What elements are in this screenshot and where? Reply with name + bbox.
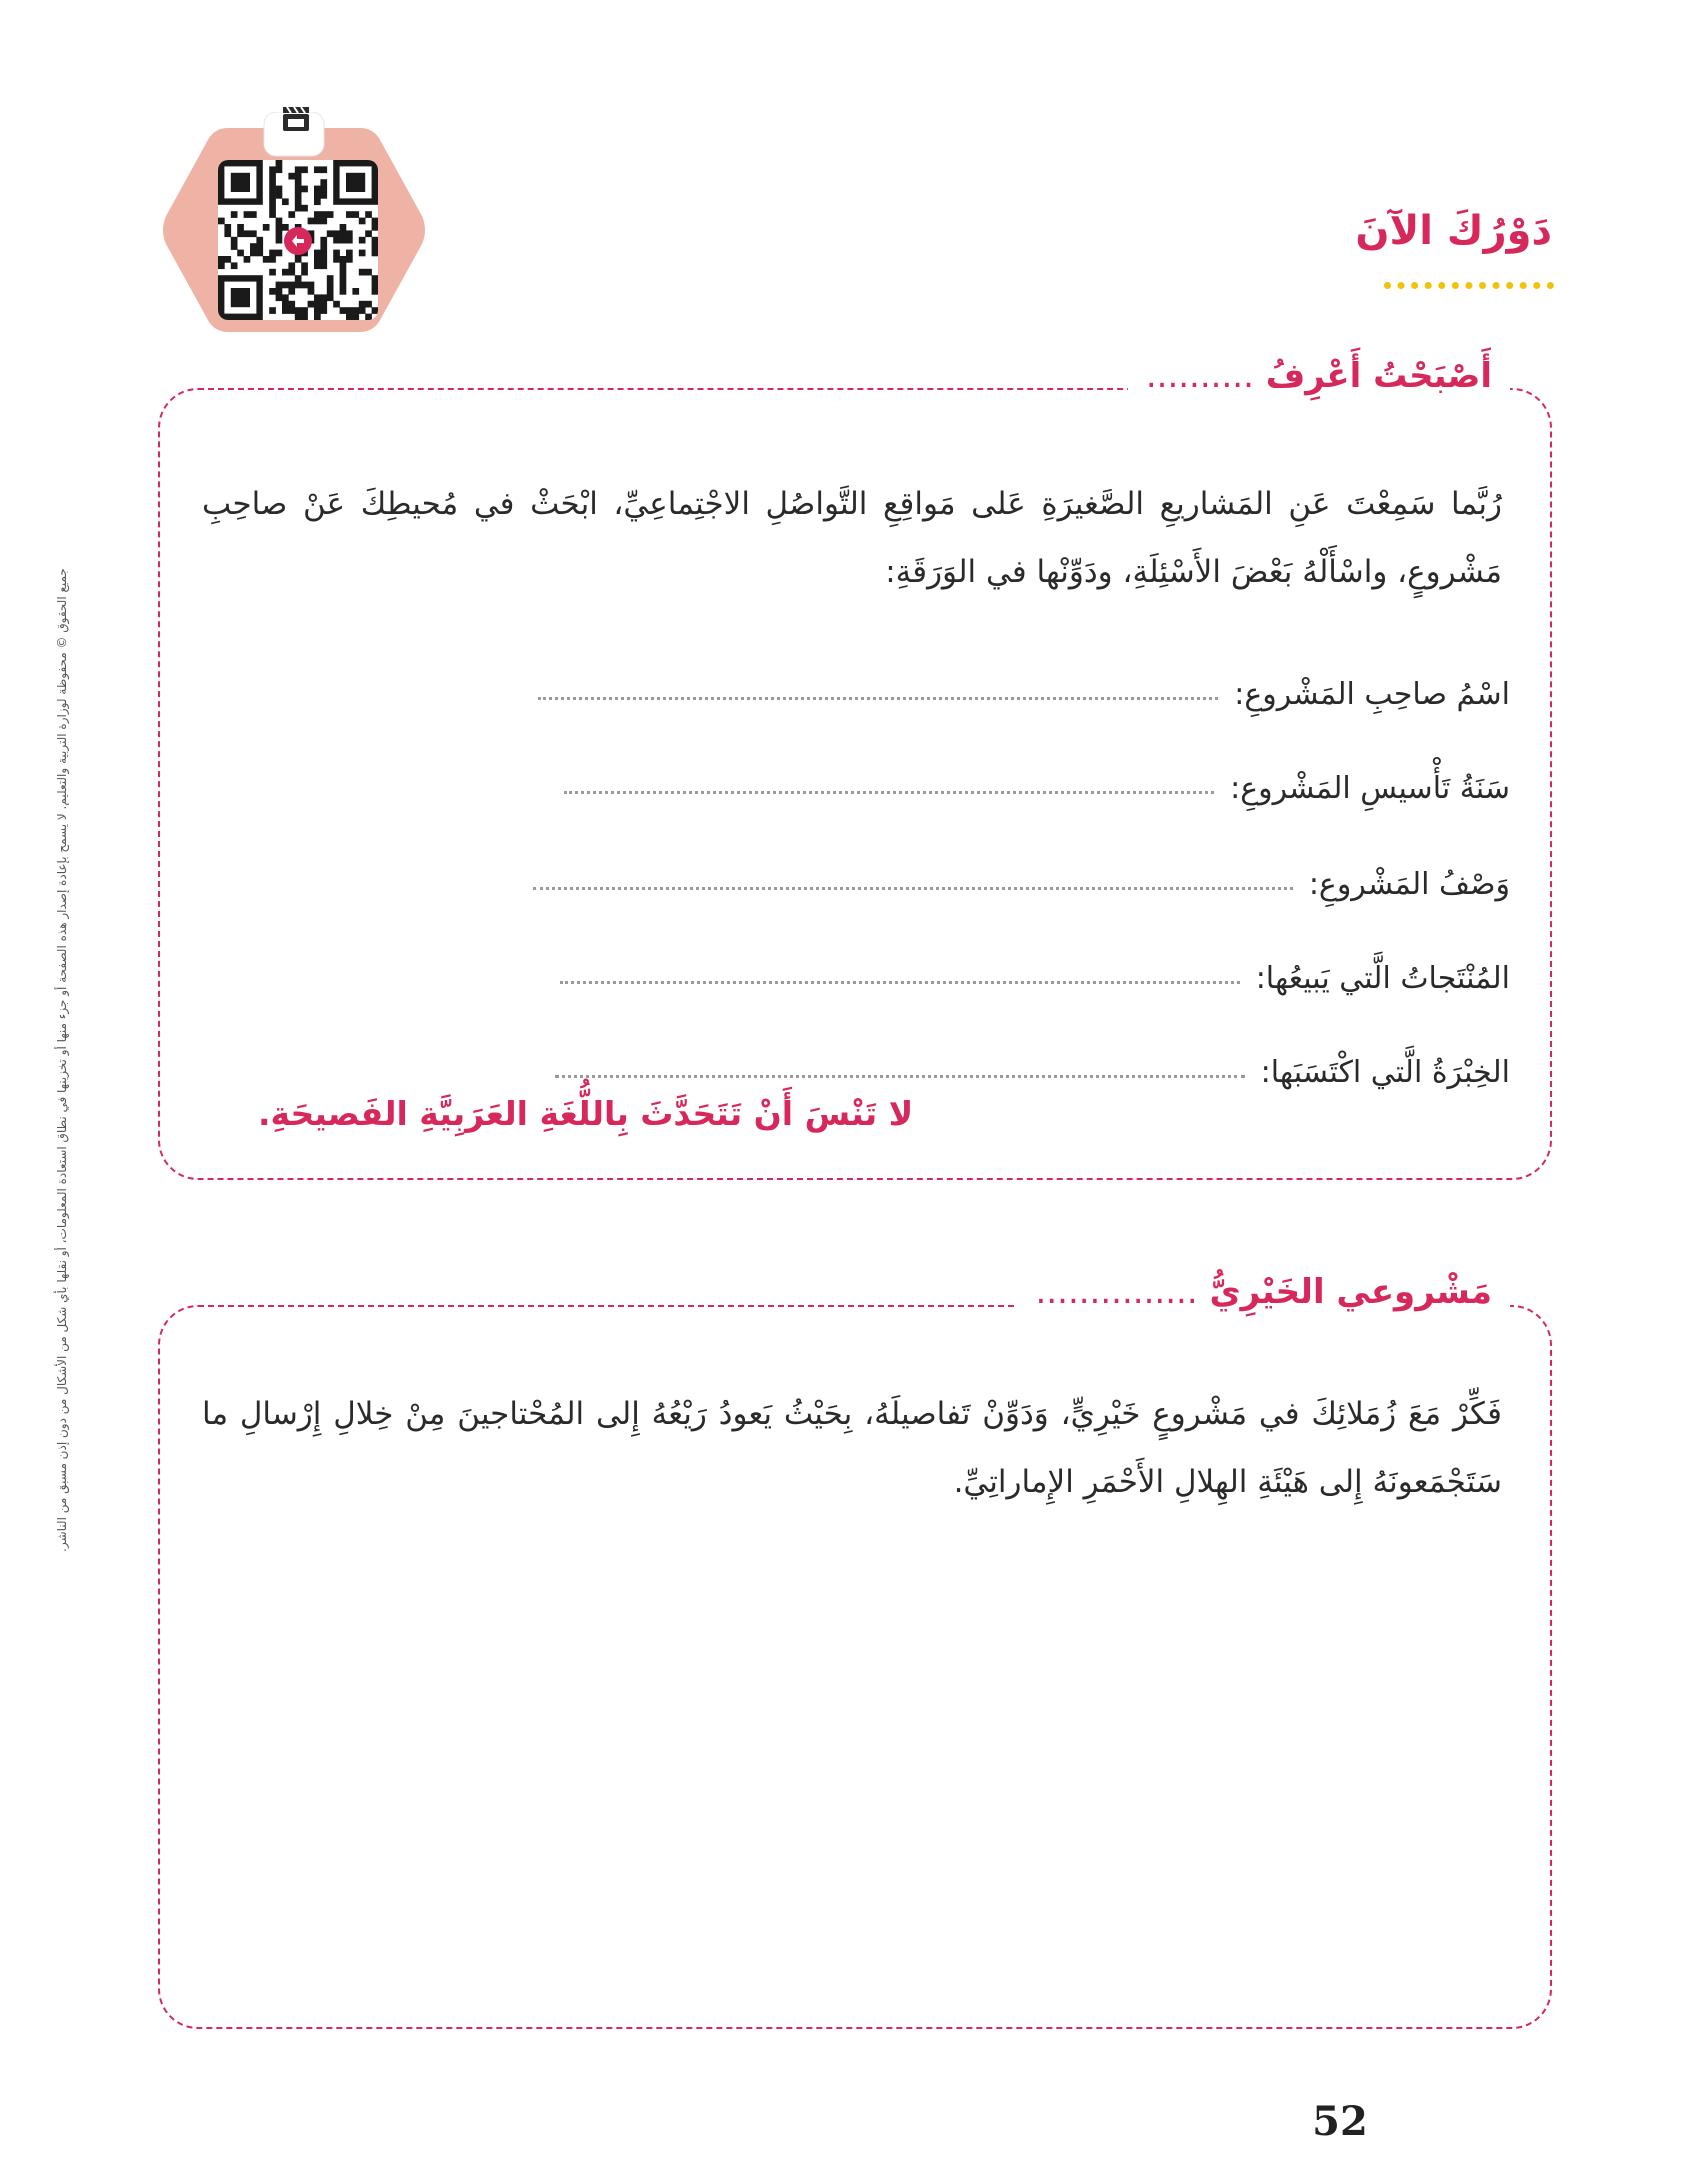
section-knowledge-title (1128, 356, 1510, 396)
field-label: وَصْفُ المَشْروعِ: (1308, 867, 1510, 902)
title-leader-dots: .......... (1145, 356, 1254, 396)
section-charity-title-text: مَشْروعي الخَيْرِيُّ (1209, 1272, 1492, 1312)
write-line[interactable] (533, 887, 1293, 890)
field-owner-name (160, 652, 1510, 712)
field-label: اسْمُ صاحِبِ المَشْروعِ: (1234, 677, 1510, 712)
field-project-description (160, 842, 1510, 902)
title-underline-dots (1384, 282, 1554, 289)
copyright-side-note: جميع الحقوق © محفوظة لوزارة التربية والتعليم. لا يسمح بإعادة إصدار هذه الصفحة أو جزء منها أو تخزينها في نطاق استعادة المعلومات، أو نقلها بأي شكل من الأشكال من دون إذن مسبق من الناشر. (55, 568, 69, 1552)
section-charity-paragraph: فَكِّرْ مَعَ زُمَلائِكَ في مَشْروعٍ خَيْرِيٍّ، وَدَوِّنْ تَفاصيلَهُ، بِحَيْثُ يَعودُ رَيْعُهُ إِلى المُحْتاجينَ مِنْ خِلالِ إِرْسالِ ما سَتَجْمَعونَهُ إِلى هَيْئَةِ الهِلالِ الأَحْمَرِ الإِماراتِيِّ. (202, 1396, 1502, 1500)
video-clapper-icon (280, 104, 312, 134)
page-title: دَوْرُكَ الآنَ (1355, 208, 1552, 254)
fusha-reminder: لا تَنْسَ أَنْ تَتَحَدَّثَ بِاللُّغَةِ العَرَبِيَّةِ الفَصيحَةِ. (258, 1094, 914, 1133)
field-founding-year (160, 746, 1510, 806)
page-number: 52 (1312, 2098, 1368, 2145)
section-charity-title (1018, 1272, 1510, 1312)
section-knowledge-title-text: أَصْبَحْتُ أَعْرِفُ (1265, 356, 1492, 396)
field-label: الخِبْرَةُ الَّتي اكْتَسَبَها: (1260, 1055, 1510, 1090)
section-knowledge-paragraph: رُبَّما سَمِعْتَ عَنِ المَشاريعِ الصَّغيرَةِ عَلى مَواقِعِ التَّواصُلِ الاجْتِماعِيِّ، ابْحَثْ في مُحيطِكَ عَنْ صاحِبِ مَشْروعٍ، واسْأَلْهُ بَعْضَ الأَسْئِلَةِ، ودَوِّنْها في الوَرَقَةِ: (202, 486, 1502, 590)
qr-center-logo-icon (283, 226, 313, 256)
write-line[interactable] (560, 981, 1240, 984)
field-label: المُنْتَجاتُ الَّتي يَبيعُها: (1255, 961, 1510, 996)
title-leader-dots: ............... (1035, 1272, 1198, 1312)
write-line[interactable] (555, 1075, 1245, 1078)
field-experience (160, 1030, 1510, 1090)
field-label: سَنَةُ تَأْسيسِ المَشْروعِ: (1230, 771, 1510, 806)
write-line[interactable] (564, 791, 1214, 794)
write-line[interactable] (538, 697, 1218, 700)
charity-answer-area[interactable] (200, 1540, 1510, 1990)
field-products (160, 936, 1510, 996)
